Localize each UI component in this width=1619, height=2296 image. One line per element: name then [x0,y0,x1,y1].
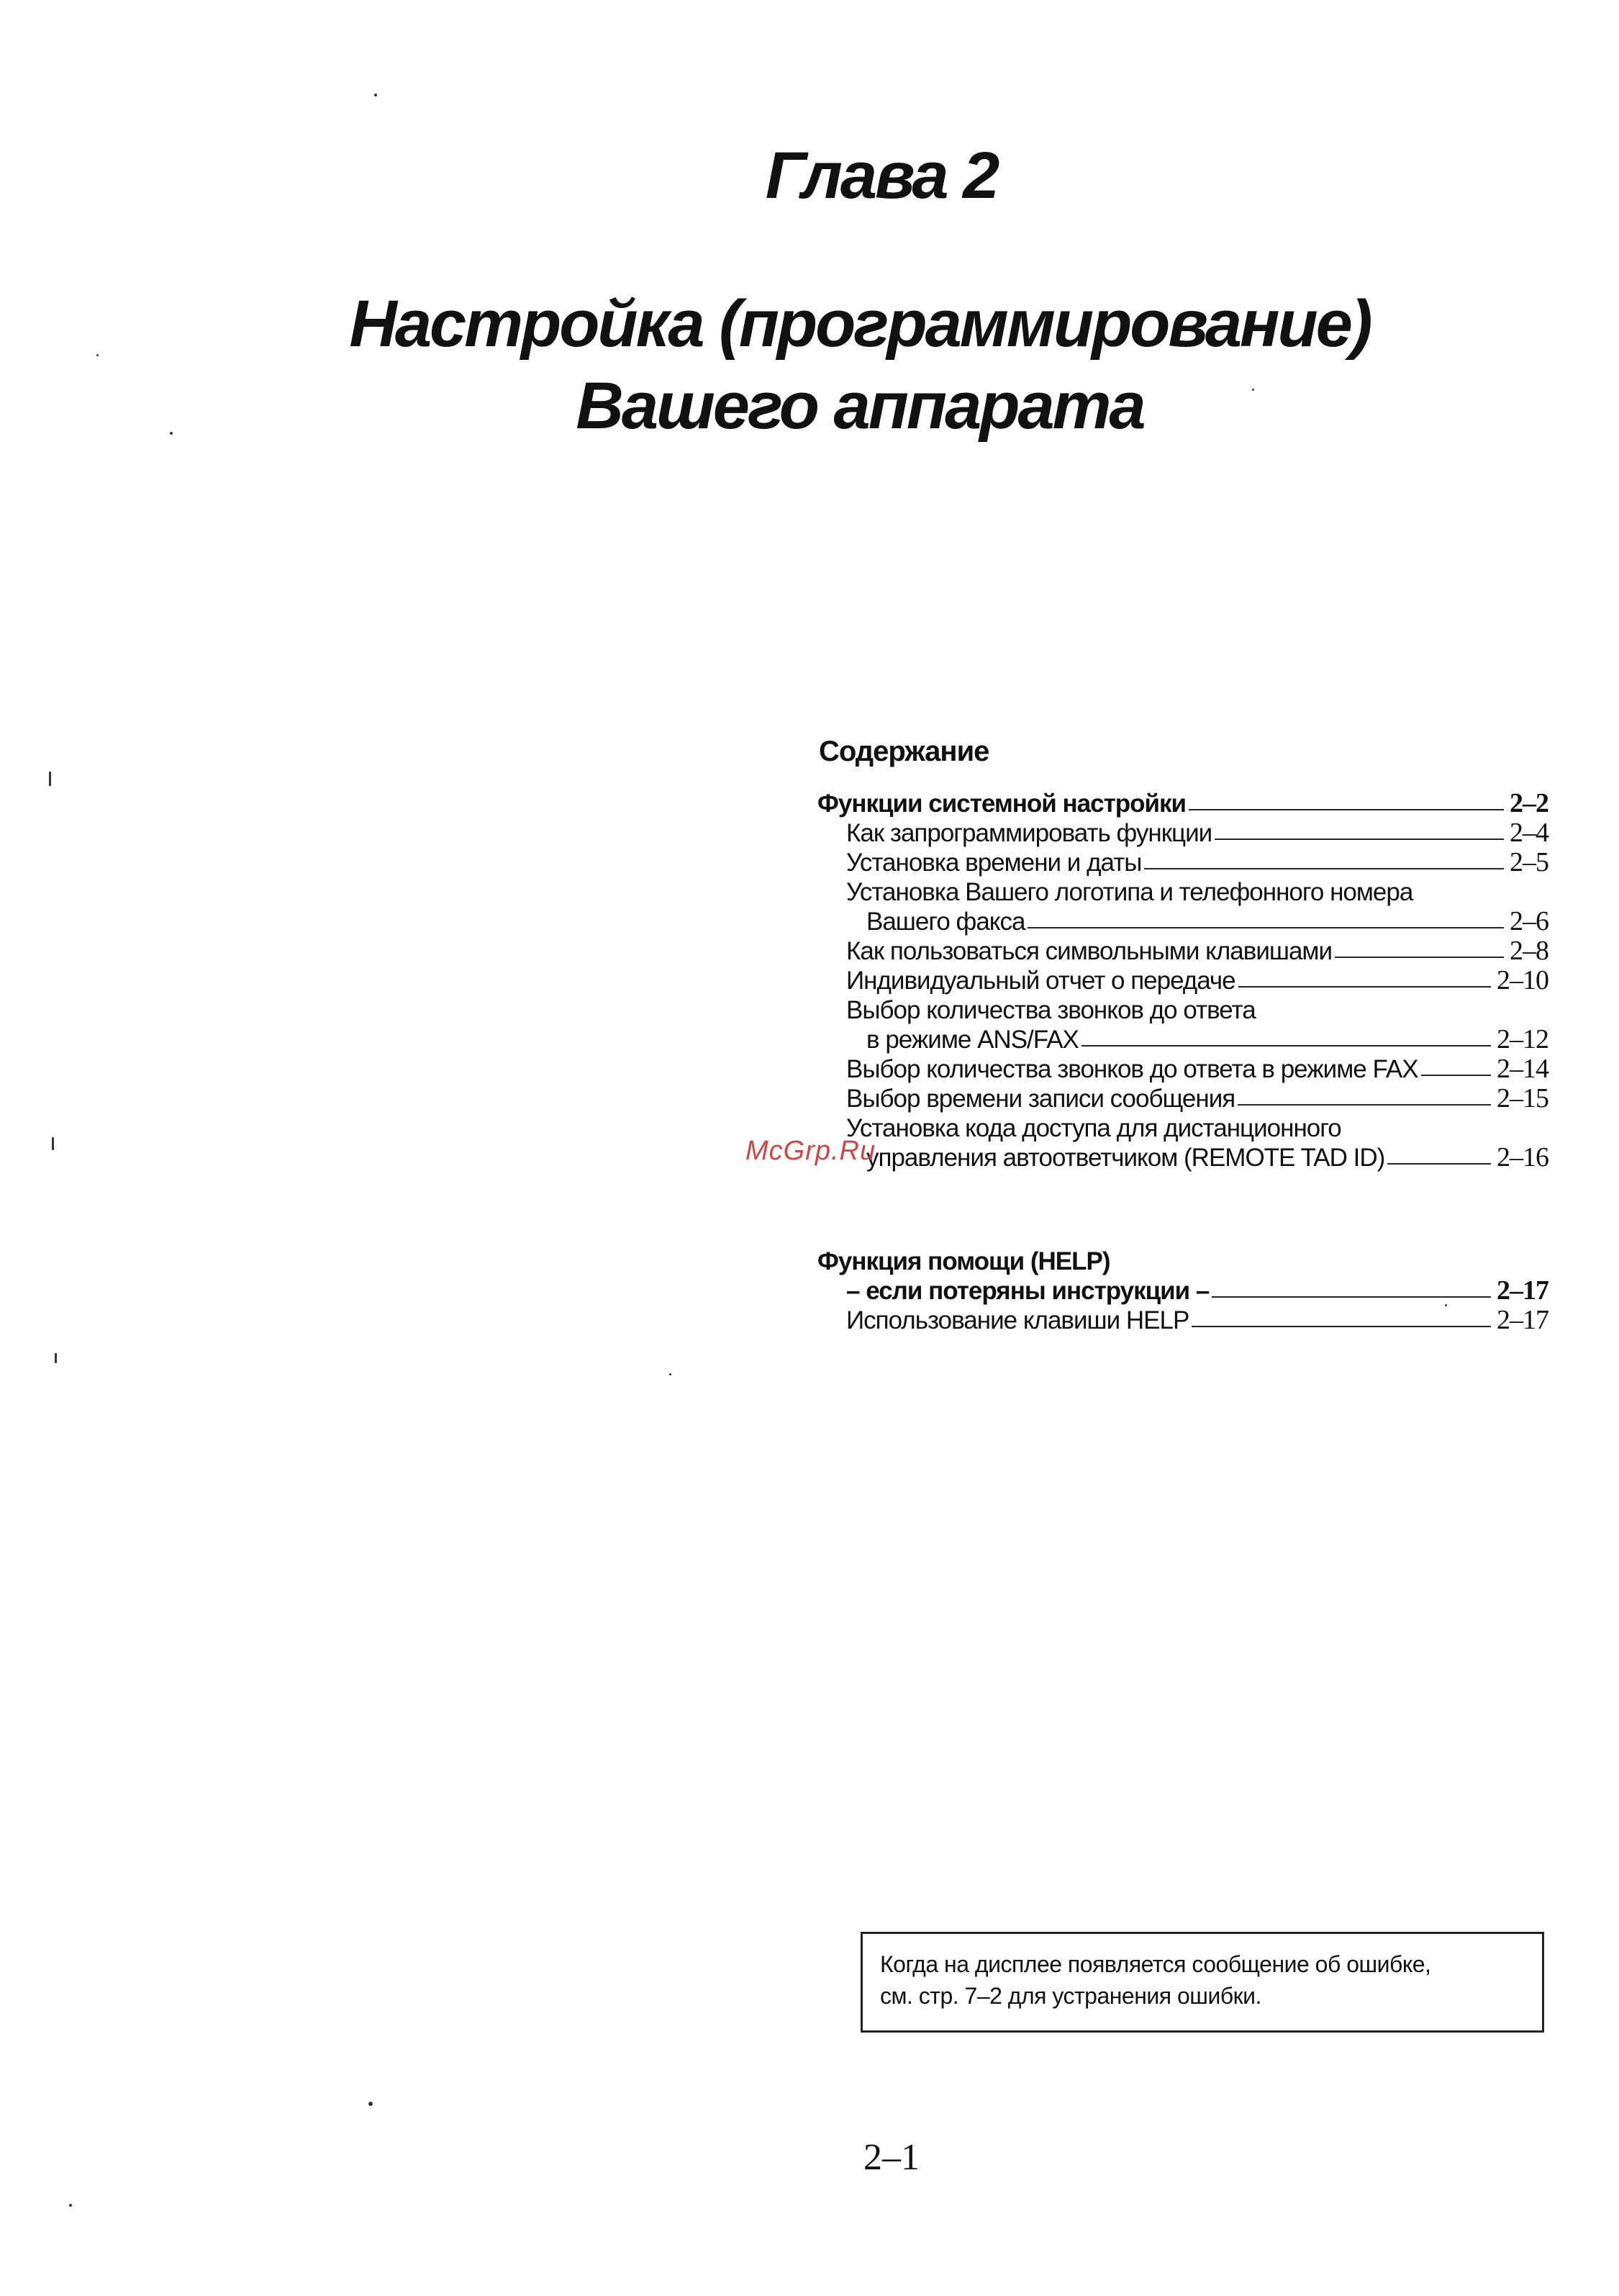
toc-entry-title: Функция помощи (HELP) [817,1247,1110,1275]
toc-entry-title: Установка Вашего логотипа и телефонного номера [846,878,1413,906]
scan-speck [1252,389,1254,391]
toc-entry-page: 2–5 [1510,847,1548,877]
chapter-heading: Глава 2 [765,139,998,212]
toc-leader-line [1212,1296,1491,1298]
toc-entry-page: 2–17 [1497,1275,1548,1306]
toc-entry-title: управления автоответчиком (REMOTE TAD ID) [866,1144,1385,1172]
toc-entry-title: Как запрограммировать функции [846,819,1212,847]
toc-entry-page: 2–15 [1497,1083,1548,1113]
toc-entry-page: 2–14 [1497,1054,1548,1084]
toc-entry [817,1143,1548,1172]
chapter-title-line2: Вашего аппарата [576,369,1144,443]
page-number: 2–1 [863,2137,920,2178]
scan-speck [669,1373,671,1375]
toc-entry-page: 2–6 [1510,906,1548,936]
scan-speck [52,1137,54,1150]
toc-leader-line [1192,1326,1491,1327]
toc-entry [817,907,1548,936]
toc-entry [817,966,1548,995]
toc-leader-line [1421,1075,1491,1076]
toc-entry [817,818,1548,848]
toc-entry-page: 2–2 [1510,788,1548,818]
toc-leader-line [1387,1163,1491,1165]
contents-heading: Содержание [819,736,989,767]
toc-entry-title: Вашего факса [866,908,1025,936]
note-line-2: см. стр. 7–2 для устранения ошибки. [880,1983,1261,2009]
toc-entry [817,1113,1548,1143]
toc-leader-line [1189,809,1504,810]
toc-entry-title: Как пользоваться символьными клавишами [846,937,1333,965]
toc-entry [817,848,1548,877]
toc-entry [817,1025,1548,1054]
scan-speck [374,94,377,96]
toc-entry-title: Установка времени и даты [846,849,1142,877]
toc-entry-title: Выбор количества звонков до ответа в режиме FAX [846,1055,1418,1083]
scan-speck [69,2204,72,2207]
toc-entry-title: Функции системной настройки [817,790,1187,818]
toc-entry-title: в режиме ANS/FAX [866,1026,1079,1054]
scan-speck [49,772,51,786]
toc-entry-page: 2–16 [1497,1142,1548,1172]
toc-entry-page: 2–10 [1497,965,1548,995]
scan-speck [55,1353,57,1363]
toc-entry [817,1054,1548,1084]
toc-entry-page: 2–12 [1497,1024,1548,1054]
toc-leader-line [1081,1045,1491,1047]
toc-entry-page: 2–17 [1497,1305,1548,1335]
toc-leader-line [1238,1104,1491,1106]
scan-speck [96,354,99,356]
toc-section-system-settings [817,789,1548,1172]
toc-entry [817,877,1548,907]
error-note-box [861,1932,1544,2033]
toc-entry-title: Выбор времени записи сообщения [846,1085,1235,1113]
scan-speck [1445,1304,1447,1306]
toc-section-help [817,1247,1548,1335]
toc-entry-page: 2–4 [1510,818,1548,848]
toc-entry-title: – если потеряны инструкции – [846,1277,1210,1305]
toc-entry [817,936,1548,966]
toc-entry [817,1276,1548,1306]
toc-entry [817,1084,1548,1113]
toc-leader-line [1238,986,1491,987]
chapter-title-line1: Настройка (программирование) [349,287,1371,361]
toc-leader-line [1215,839,1504,840]
scan-speck [170,432,173,435]
toc-leader-line [1335,957,1504,958]
toc-entry [817,995,1548,1025]
watermark: McGrp.Ru [745,1136,876,1166]
toc-leader-line [1144,868,1504,869]
toc-entry [817,1306,1548,1335]
toc-entry-title: Использование клавиши HELP [846,1306,1189,1334]
toc-entry-page: 2–8 [1510,936,1548,966]
toc-entry-title: Установка кода доступа для дистанционного [846,1114,1341,1142]
toc-entry [817,1247,1548,1276]
note-line-1: Когда на дисплее появляется сообщение об ошибке, [880,1951,1431,1977]
toc-entry-title: Индивидуальный отчет о передаче [846,967,1235,995]
scan-speck [368,2102,373,2106]
toc-entry [817,789,1548,818]
toc-entry-title: Выбор количества звонков до ответа [846,996,1256,1024]
toc-leader-line [1028,927,1504,928]
